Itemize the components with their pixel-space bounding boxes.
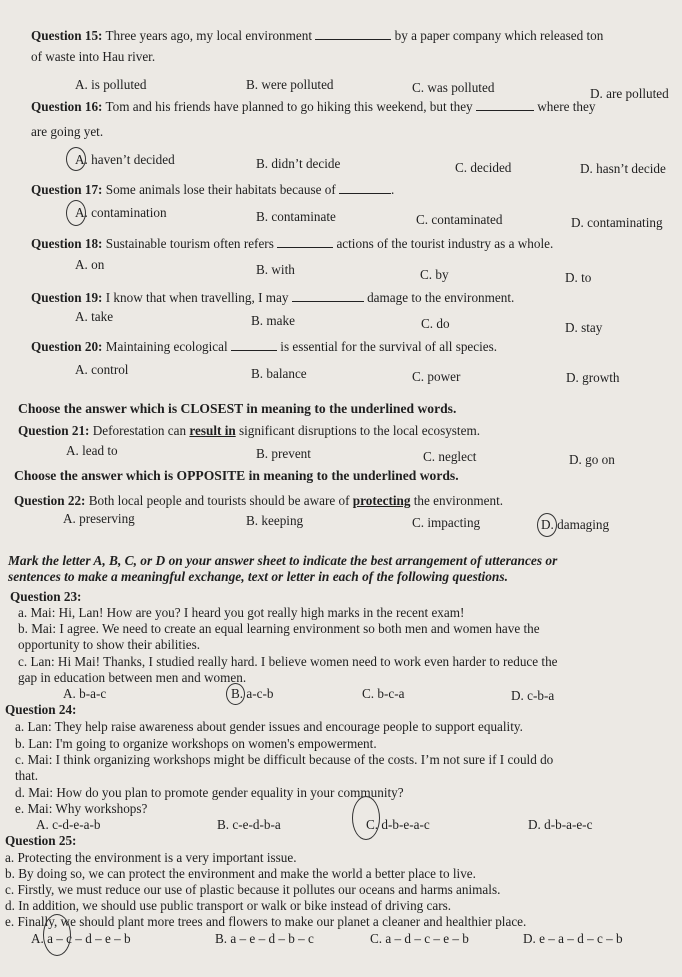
q19-option-c[interactable]: C. do [421, 316, 450, 331]
arrangement-instruction-line1: Mark the letter A, B, C, or D on your answer sheet to indicate the best arrangement of utterances or [8, 553, 558, 568]
q22-option-a[interactable]: A. preserving [63, 511, 135, 526]
section-heading-opposite: Choose the answer which is OPPOSITE in meaning to the underlined words. [14, 468, 459, 483]
q20-blank[interactable] [231, 339, 277, 351]
q25-line-d: d. In addition, we should use public transport or walk or bike instead of driving cars. [5, 898, 452, 913]
q21-stem: Question 21: Deforestation can result in significant disruptions to the local ecosystem. [18, 423, 480, 438]
q22-option-d[interactable]: D. damaging [541, 517, 610, 532]
arrangement-instruction-line2: sentences to make a meaningful exchange, text or letter in each of the following questions. [8, 569, 508, 584]
q23-line-c-cont: gap in education between men and women. [18, 670, 247, 685]
q21-option-d[interactable]: D. go on [569, 452, 615, 467]
q15-option-a[interactable]: A. is polluted [75, 77, 147, 92]
q17-option-b[interactable]: B. contaminate [256, 209, 336, 224]
q18-option-c[interactable]: C. by [420, 267, 449, 282]
q21-label: Question 21: [18, 423, 90, 438]
q18-stem: Question 18: Sustainable tourism often refers actions of the tourist industry as a whole. [31, 236, 554, 251]
q24-line-b: b. Lan: I'm going to organize workshops on women's empowerment. [15, 736, 377, 751]
q24-line-c: c. Mai: I think organizing workshops might be difficult because of the costs. I’m not sure if I could do [15, 752, 554, 767]
q20-option-b[interactable]: B. balance [251, 366, 307, 381]
q18-option-d[interactable]: D. to [565, 270, 592, 285]
q25-line-a: a. Protecting the environment is a very important issue. [5, 850, 297, 865]
q24-option-c[interactable]: C. d-b-e-a-c [366, 817, 430, 832]
q20-option-c[interactable]: C. power [412, 369, 461, 384]
q25-line-b: b. By doing so, we can protect the environment and make the world a better place to live. [5, 866, 476, 881]
q20-option-a[interactable]: A. control [75, 362, 129, 377]
q19-option-d[interactable]: D. stay [565, 320, 603, 335]
q23-label: Question 23: [10, 589, 82, 604]
q23-option-c[interactable]: C. b-c-a [362, 686, 405, 701]
q21-option-b[interactable]: B. prevent [256, 446, 311, 461]
q16-blank[interactable] [476, 99, 534, 111]
q24-option-a[interactable]: A. c-d-e-a-b [36, 817, 101, 832]
q16-stem: Question 16: Tom and his friends have planned to go hiking this weekend, but they where they [31, 99, 596, 114]
q22-option-c[interactable]: C. impacting [412, 515, 481, 530]
q24-option-b[interactable]: B. c-e-d-b-a [217, 817, 281, 832]
q17-stem: Question 17: Some animals lose their habitats because of . [31, 182, 395, 197]
q21-option-a[interactable]: A. lead to [66, 443, 118, 458]
q25-line-e: e. Finally, we should plant more trees and flowers to make our planet a cleaner and healthier place. [5, 914, 527, 929]
q22-stem: Question 22: Both local people and tourists should be aware of protecting the environment. [14, 493, 504, 508]
q25-option-b[interactable]: B. a – e – d – b – c [215, 931, 314, 946]
q15-stem: Question 15: Three years ago, my local environment by a paper company which released ton [31, 28, 604, 43]
q23-option-a[interactable]: A. b-a-c [63, 686, 107, 701]
q24-line-e: e. Mai: Why workshops? [15, 801, 148, 816]
q17-option-c[interactable]: C. contaminated [416, 212, 503, 227]
q17-label: Question 17: [31, 182, 103, 197]
q16-option-d[interactable]: D. hasn’t decide [580, 161, 666, 176]
q17-option-d[interactable]: D. contaminating [571, 215, 663, 230]
q25-option-d[interactable]: D. e – a – d – c – b [523, 931, 623, 946]
q15-label: Question 15: [31, 28, 103, 43]
q21-underlined: result in [189, 423, 236, 438]
q15-option-b[interactable]: B. were polluted [246, 77, 334, 92]
q18-blank[interactable] [277, 236, 333, 248]
q22-label: Question 22: [14, 493, 86, 508]
q23-line-c: c. Lan: Hi Mai! Thanks, I studied really hard. I believe women need to work even harder to reduce the [18, 654, 558, 669]
q25-option-a[interactable]: A. a – c – d – e – b [31, 931, 131, 946]
q24-label: Question 24: [5, 702, 77, 717]
q19-stem: Question 19: I know that when travelling, I may damage to the environment. [31, 290, 515, 305]
q18-option-a[interactable]: A. on [75, 257, 105, 272]
q21-option-c[interactable]: C. neglect [423, 449, 477, 464]
q19-blank[interactable] [292, 290, 364, 302]
q15-option-c[interactable]: C. was polluted [412, 80, 495, 95]
q23-option-b[interactable]: B. a-c-b [231, 686, 274, 701]
q15-blank[interactable] [315, 28, 391, 40]
q24-line-d: d. Mai: How do you plan to promote gender equality in your community? [15, 785, 404, 800]
q23-option-d[interactable]: D. c-b-a [511, 688, 555, 703]
q25-option-c[interactable]: C. a – d – c – e – b [370, 931, 469, 946]
q16-option-a[interactable]: A. haven’t decided [75, 152, 175, 167]
q20-option-d[interactable]: D. growth [566, 370, 620, 385]
q24-line-c-cont: that. [15, 768, 39, 783]
q25-line-c: c. Firstly, we must reduce our use of plastic because it pollutes our oceans and harms animals. [5, 882, 501, 897]
q17-blank[interactable] [339, 182, 391, 194]
q23-line-b: b. Mai: I agree. We need to create an equal learning environment so both men and women have the [18, 621, 540, 636]
q16-label: Question 16: [31, 99, 103, 114]
q22-underlined: protecting [352, 493, 411, 508]
q19-option-b[interactable]: B. make [251, 313, 295, 328]
q16-option-b[interactable]: B. didn’t decide [256, 156, 341, 171]
q17-option-a[interactable]: A. contamination [75, 205, 167, 220]
q18-label: Question 18: [31, 236, 103, 251]
q23-line-b-cont: opportunity to show their abilities. [18, 637, 201, 652]
q18-option-b[interactable]: B. with [256, 262, 295, 277]
q15-option-d[interactable]: D. are polluted [590, 86, 669, 101]
q19-option-a[interactable]: A. take [75, 309, 114, 324]
q19-label: Question 19: [31, 290, 103, 305]
q20-stem: Question 20: Maintaining ecological is essential for the survival of all species. [31, 339, 498, 354]
q25-label: Question 25: [5, 833, 77, 848]
q16-stem-cont: are going yet. [31, 124, 104, 139]
q24-option-d[interactable]: D. d-b-a-e-c [528, 817, 593, 832]
q22-option-b[interactable]: B. keeping [246, 513, 304, 528]
q23-line-a: a. Mai: Hi, Lan! How are you? I heard you got really high marks in the recent exam! [18, 605, 465, 620]
q16-option-c[interactable]: C. decided [455, 160, 512, 175]
q24-line-a: a. Lan: They help raise awareness about gender issues and encourage people to support equality. [15, 719, 523, 734]
section-heading-closest: Choose the answer which is CLOSEST in meaning to the underlined words. [18, 401, 457, 416]
q20-label: Question 20: [31, 339, 103, 354]
q15-stem-cont: of waste into Hau river. [31, 49, 156, 64]
